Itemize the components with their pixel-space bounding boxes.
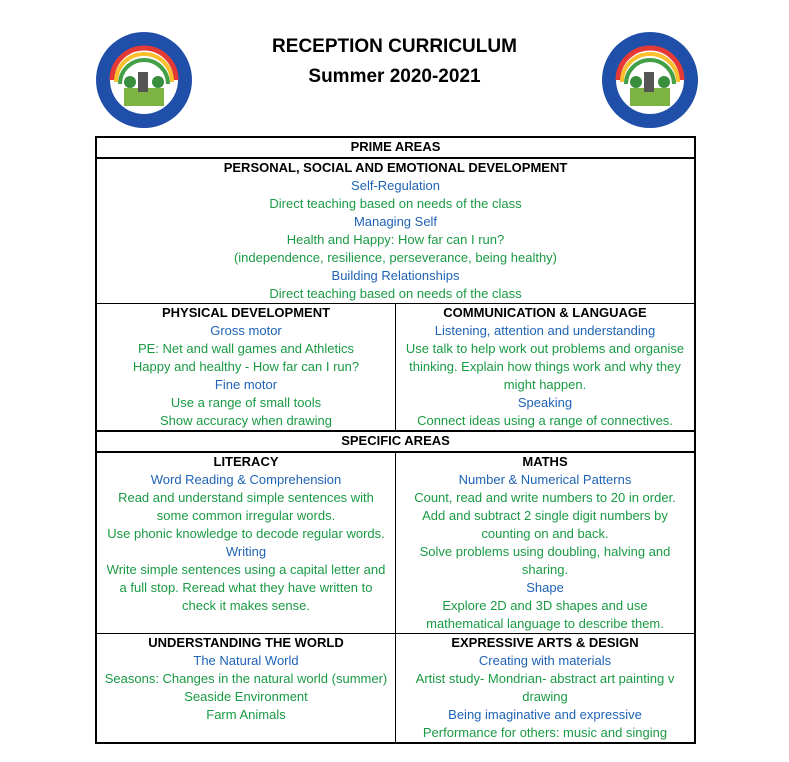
specific-areas-band: SPECIFIC AREAS [96,431,695,452]
page-title: RECEPTION CURRICULUM [272,36,517,57]
psed-heading: PERSONAL, SOCIAL AND EMOTIONAL DEVELOPMENT [223,160,568,175]
psed-line: (independence, resilience, perseverance, being healthy) [233,250,558,265]
literacy-heading: LITERACY [213,454,279,469]
expressive-line: Performance for others: music and singing [422,725,668,740]
communication-line: Connect ideas using a range of connectives. [417,413,673,428]
physical-line: Fine motor [214,377,278,392]
expressive-heading: EXPRESSIVE ARTS & DESIGN [451,635,639,650]
understanding-line: The Natural World [193,653,299,668]
curriculum-table [95,136,696,744]
literacy-cell [96,452,396,634]
literacy-line: Writing [225,544,267,559]
physical-line: Happy and healthy - How far can I run? [132,359,360,374]
psed-line: Self-Regulation [351,178,440,193]
understanding-line: Seaside Environment [184,689,308,704]
psed-line: Direct teaching based on needs of the class [269,286,522,301]
physical-heading: PHYSICAL DEVELOPMENT [161,305,331,320]
maths-heading: MATHS [522,454,568,469]
psed-line: Health and Happy: How far can I run? [286,232,505,247]
psed-line: Managing Self [353,214,438,229]
communication-heading: COMMUNICATION & LANGUAGE [443,305,647,320]
understanding-heading: UNDERSTANDING THE WORLD [148,635,344,650]
maths-line: Add and subtract 2 single digit numbers by counting on and back. [422,508,668,541]
communication-line: Use talk to help work out problems and organise thinking. Explain how things work and why they might happen. [405,341,685,392]
literacy-line: Word Reading & Comprehension [150,472,342,487]
prime-areas-band: PRIME AREAS [96,137,695,158]
communication-line: Speaking [517,395,573,410]
physical-line: Show accuracy when drawing [160,413,332,428]
physical-line: PE: Net and wall games and Athletics [137,341,355,356]
expressive-cell [396,634,696,744]
expressive-line: Creating with materials [478,653,612,668]
communication-line: Listening, attention and understanding [434,323,656,338]
maths-line: Explore 2D and 3D shapes and use mathematical language to describe them. [426,598,664,631]
communication-cell [396,304,696,432]
psed-line: Direct teaching based on needs of the class [269,196,522,211]
expressive-line: Being imaginative and expressive [448,707,642,722]
maths-line: Count, read and write numbers to 20 in order. [414,490,676,505]
physical-line: Gross motor [210,323,282,338]
literacy-line: Write simple sentences using a capital letter and a full stop. Reread what they have written to check it makes sense. [106,562,386,613]
literacy-line: Use phonic knowledge to decode regular words. [107,526,385,541]
maths-cell [396,452,696,634]
understanding-line: Seasons: Changes in the natural world (summer) [104,671,388,686]
literacy-line: Read and understand simple sentences with some common irregular words. [118,490,374,523]
physical-cell [96,304,396,432]
understanding-line: Farm Animals [206,707,286,722]
maths-line: Number & Numerical Patterns [458,472,632,487]
expressive-line: Artist study- Mondrian- abstract art painting v drawing [415,671,675,704]
physical-line: Use a range of small tools [170,395,322,410]
psed-line: Building Relationships [331,268,460,283]
understanding-cell [96,634,396,744]
maths-line: Shape [526,580,564,595]
psed-cell [96,158,695,304]
page-subtitle: Summer 2020-2021 [308,66,481,87]
maths-line: Solve problems using doubling, halving and sharing. [419,544,671,577]
